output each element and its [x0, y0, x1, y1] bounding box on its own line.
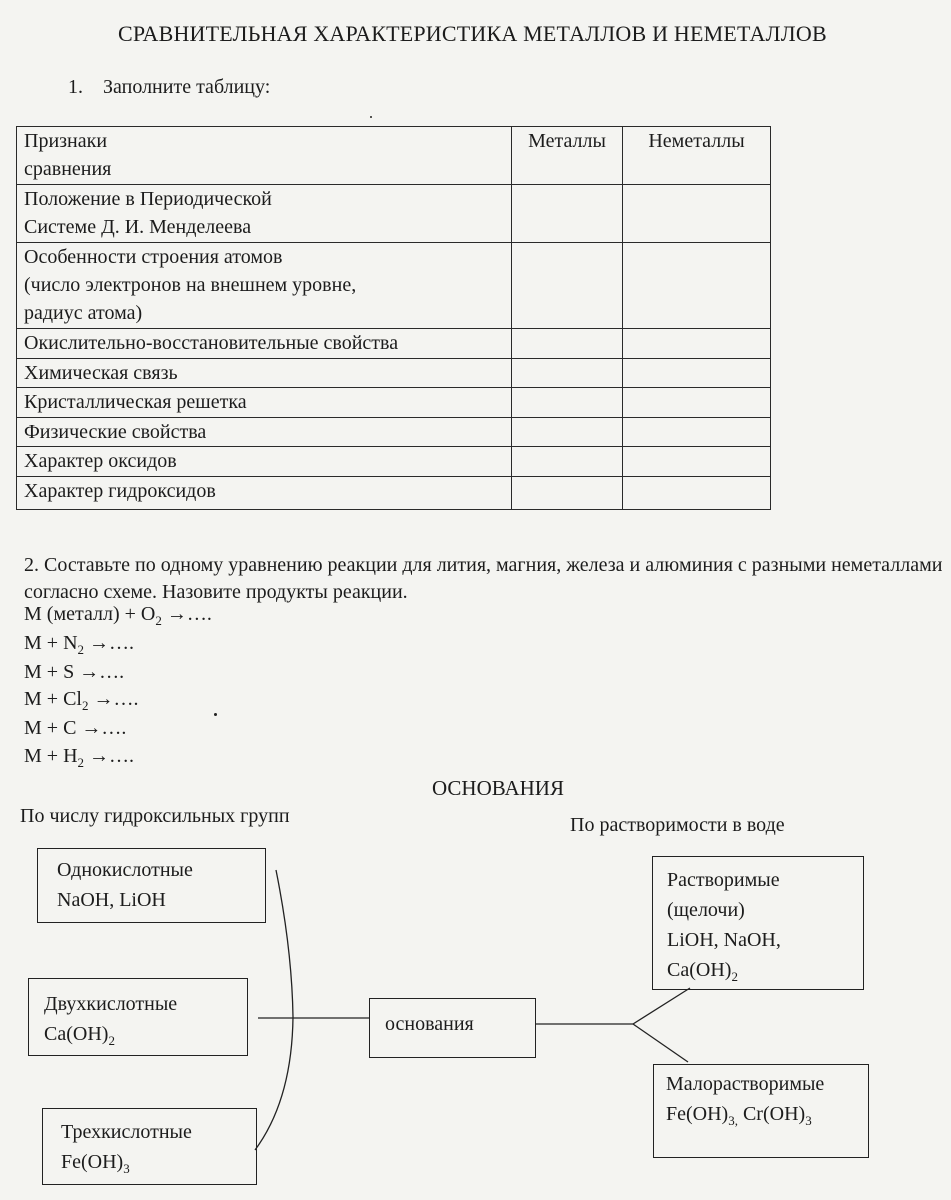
row-label: Химическая связь — [17, 359, 512, 388]
bases-center-box: основания — [369, 998, 536, 1058]
row-label: Характер гидроксидов — [17, 477, 512, 510]
header-criteria: Признаки сравнения — [17, 127, 512, 185]
row-label: Кристаллическая решетка — [17, 388, 512, 418]
header-nonmetals: Неметаллы — [623, 127, 771, 185]
branch-down — [633, 1024, 688, 1062]
row-label: Физические свойства — [17, 418, 512, 447]
monoacid-box: Однокислотные NaOH, LiOH — [37, 848, 266, 923]
row-label: Окислительно-восстановительные свойства — [17, 329, 512, 359]
task-1-number: 1. — [68, 76, 83, 98]
row-label: Положение в Периодической Системе Д. И. Менделеева — [24, 188, 272, 238]
equation-n2: $М + N_2$ →…. — [24, 632, 135, 657]
equation-cl2: $М + Cl_2$ →…. — [24, 688, 139, 713]
equation-h2: $М + Н_2$ →…. — [24, 745, 135, 770]
equation-c: М + С →…. — [24, 717, 127, 739]
equation-o2: М (металл) + $О_2$ →…. — [24, 603, 212, 628]
hydroxyl-groups-heading: По числу гидроксильных групп — [20, 805, 290, 827]
header-metals: Металлы — [512, 127, 623, 185]
row-label: Особенности строения атомов (число электронов на внешнем уровне, радиус атома) — [24, 246, 357, 324]
triacid-box: Трехкислотные $Fe(OH)_3$ — [42, 1108, 257, 1185]
bases-title: ОСНОВАНИЯ — [432, 776, 564, 800]
soluble-box: Растворимые (щелочи) LiOH, NaOH, $Ca(OH)_2$ — [652, 856, 864, 990]
row-label: Характер оксидов — [17, 447, 512, 477]
task-1-text: Заполните таблицу: — [103, 76, 271, 98]
equation-s: М + S →…. — [24, 661, 125, 683]
branch-up — [633, 988, 690, 1024]
page-title: СРАВНИТЕЛЬНАЯ ХАРАКТЕРИСТИКА МЕТАЛЛОВ И НЕМЕТАЛЛОВ — [118, 21, 827, 46]
solubility-heading: По растворимости в воде — [570, 814, 785, 836]
poorly-soluble-box: Малорастворимые $Fe(OH)_{3,}$ $Cr(OH)_3$ — [653, 1064, 869, 1158]
task-2-text: 2. Составьте по одному уравнению реакции для лития, магния, железа и алюминия с разными неметаллами согласно схеме. Назовите продукты реакции. — [24, 554, 943, 603]
diacid-box: Двухкислотные $Ca(OH)_2$ — [28, 978, 248, 1056]
